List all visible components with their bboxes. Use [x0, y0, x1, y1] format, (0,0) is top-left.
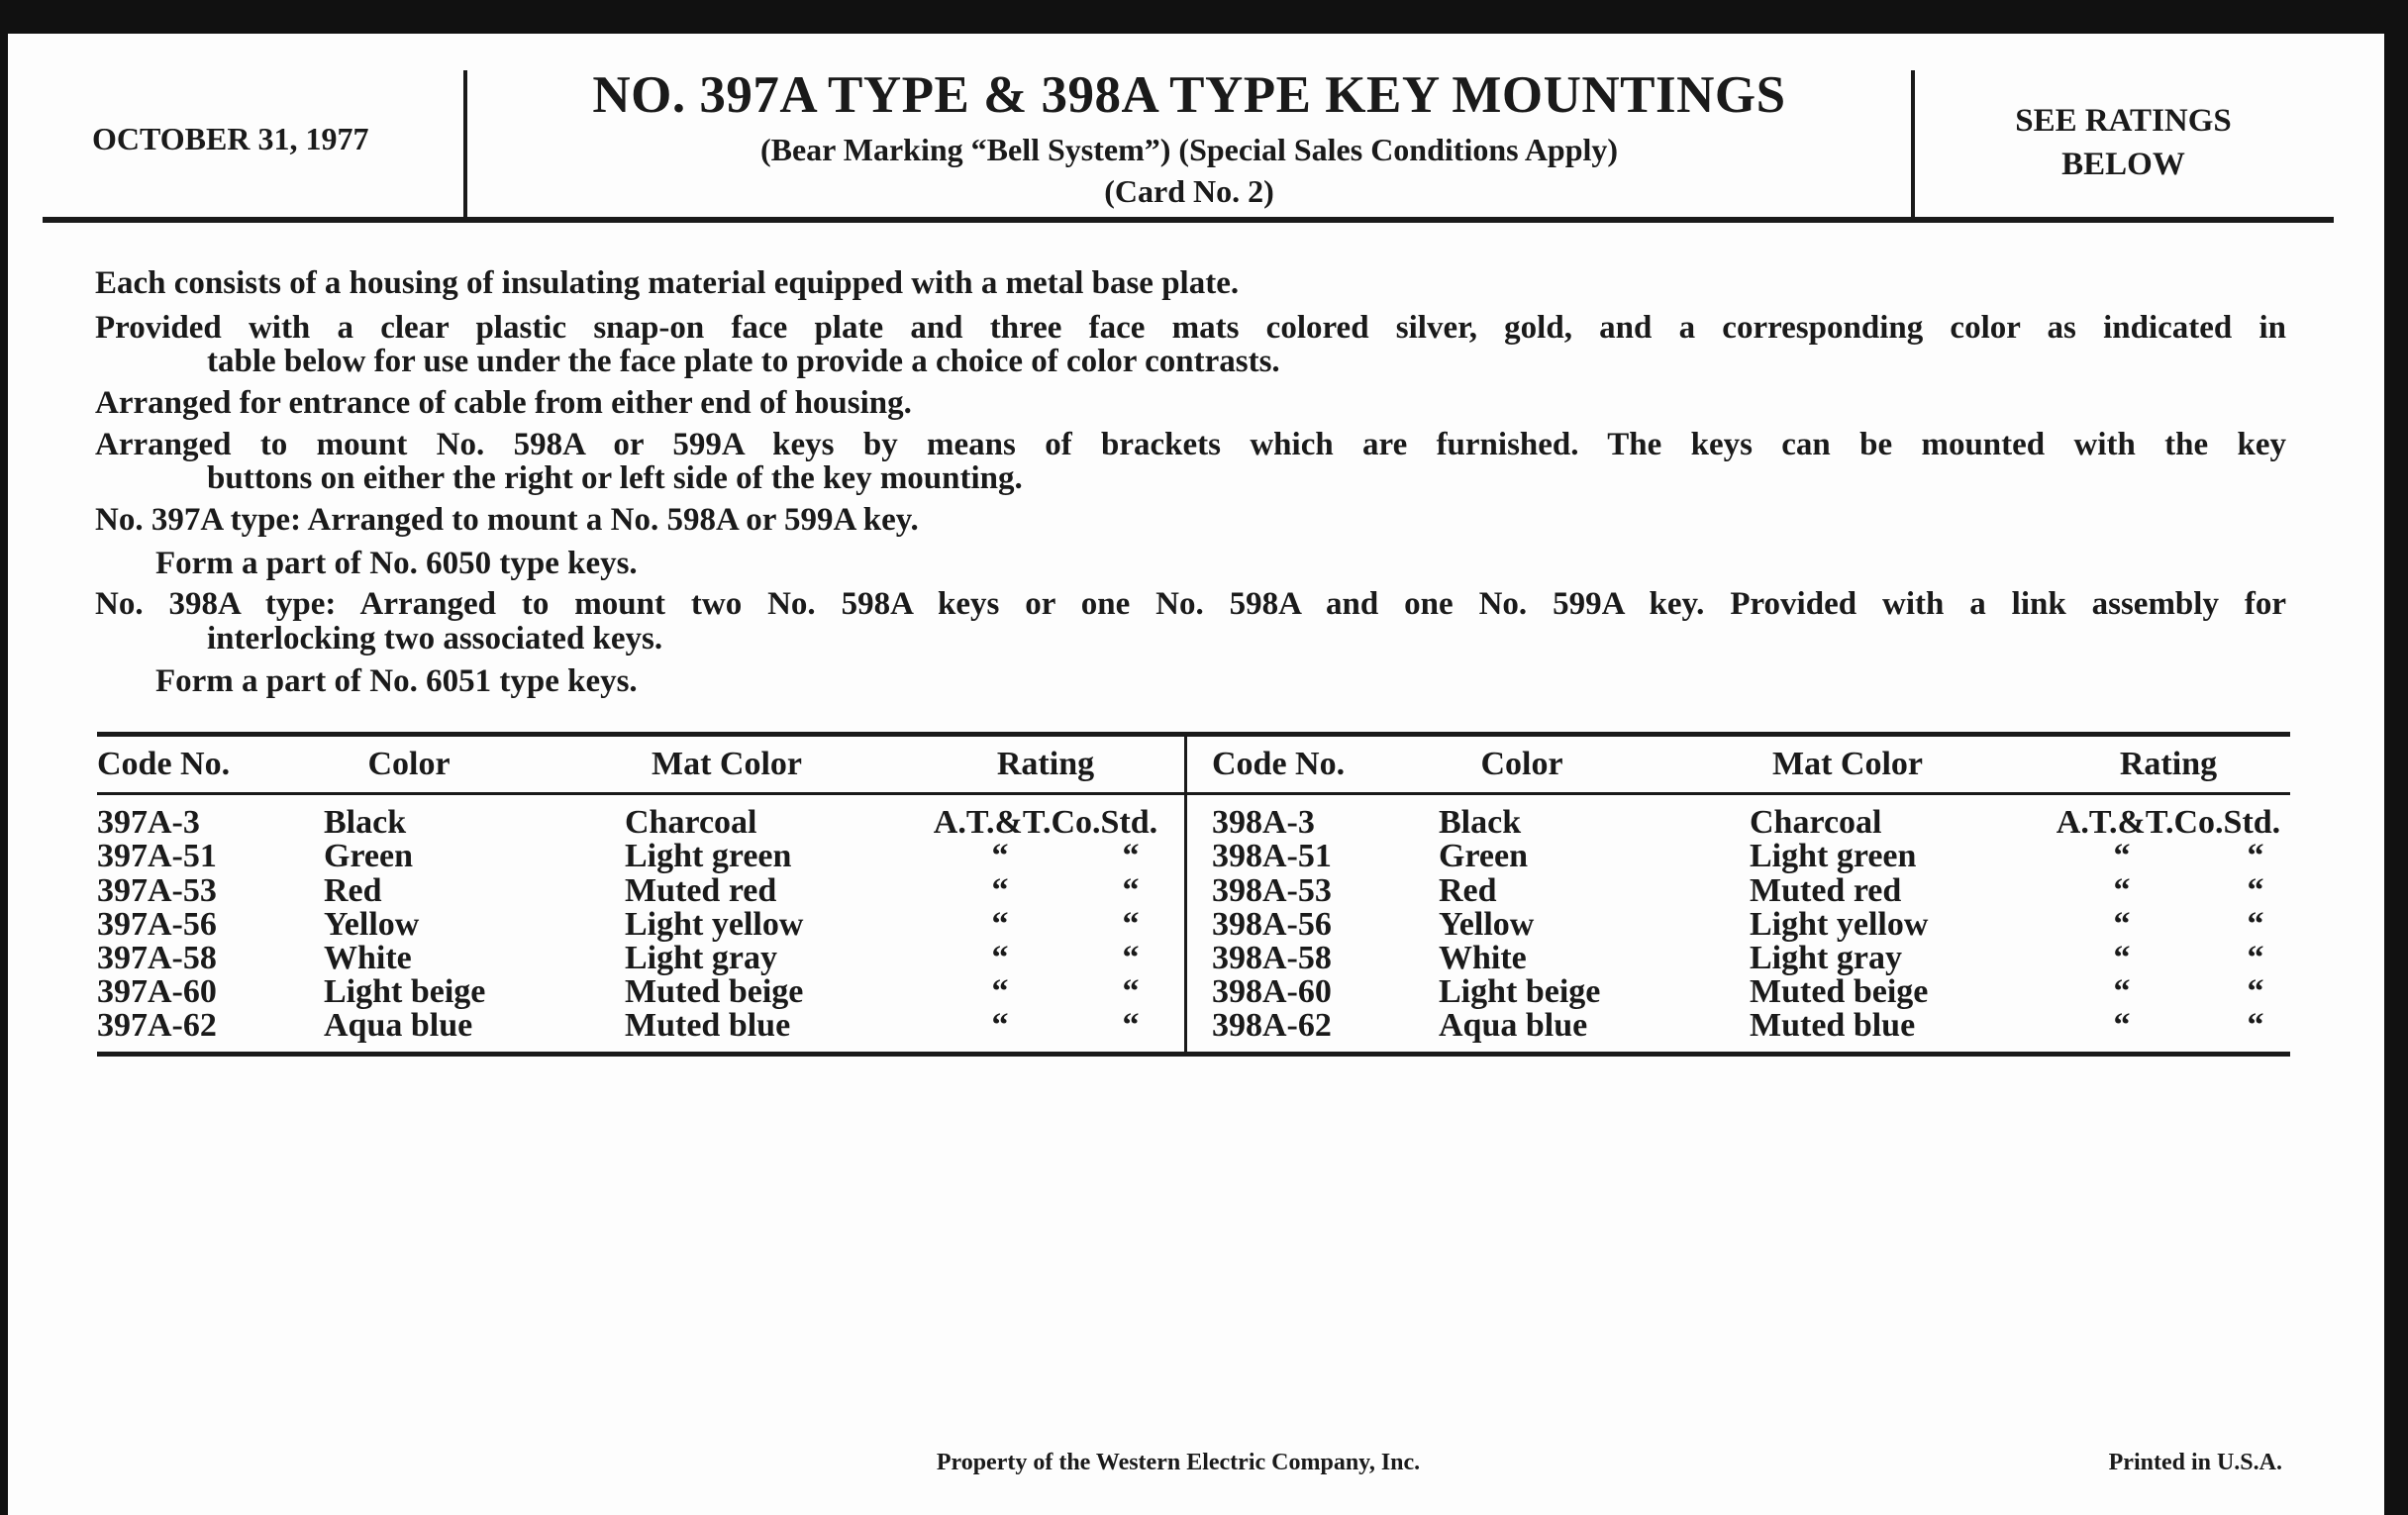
code-cell: 397A-53	[97, 872, 217, 909]
column-header-mat-color: Mat Color	[1771, 746, 1924, 782]
header-rule	[43, 217, 2334, 223]
mat-color-cell: Muted beige	[625, 973, 804, 1010]
page-title: NO. 397A TYPE & 398A TYPE KEY MOUNTINGS	[592, 66, 1786, 124]
color-cell: White	[324, 940, 412, 976]
scan-border-left	[0, 0, 8, 1515]
rating-ditto-mark: “	[991, 940, 1009, 976]
code-cell: 398A-3	[1212, 804, 1315, 841]
color-cell: Aqua blue	[1439, 1007, 1588, 1044]
mat-color-cell: Light green	[625, 838, 792, 874]
code-cell: 397A-58	[97, 940, 217, 976]
rating-ditto-mark: “	[991, 1007, 1009, 1044]
code-cell: 398A-53	[1212, 872, 1332, 909]
rating-ditto-mark: “	[1122, 973, 1140, 1010]
color-cell: White	[1439, 940, 1527, 976]
rating-cell: A.T.&T.Co.Std.	[933, 804, 1158, 841]
description-line: Form a part of No. 6051 type keys.	[155, 663, 638, 699]
scan-border-top	[0, 0, 2408, 34]
code-cell: 398A-56	[1212, 906, 1332, 943]
rating-ditto-mark: “	[2247, 940, 2264, 976]
mat-color-cell: Muted red	[1750, 872, 1902, 909]
rating-ditto-mark: “	[991, 838, 1009, 874]
column-header-mat-color: Mat Color	[651, 746, 803, 782]
table-bottom-rule	[97, 1052, 2290, 1057]
rating-ditto-mark: “	[2113, 838, 2131, 874]
mat-color-cell: Light yellow	[625, 906, 804, 943]
column-header-rating: Rating	[2119, 746, 2218, 782]
rating-ditto-mark: “	[1122, 1007, 1140, 1044]
rating-ditto-mark: “	[991, 906, 1009, 943]
column-header-code: Code No.	[97, 746, 231, 782]
color-cell: Yellow	[324, 906, 420, 943]
color-cell: Red	[1439, 872, 1497, 909]
rating-ditto-mark: “	[2113, 872, 2131, 909]
mat-color-cell: Muted blue	[1750, 1007, 1916, 1044]
rating-ditto-mark: “	[991, 872, 1009, 909]
mat-color-cell: Light green	[1750, 838, 1917, 874]
description-line: Arranged to mount No. 598A or 599A keys by means of brackets which are furnished. The keys can be mounted with the key	[95, 427, 2286, 462]
color-cell: Aqua blue	[324, 1007, 473, 1044]
table-header-rule	[97, 792, 2290, 795]
rating-ditto-mark: “	[991, 973, 1009, 1010]
color-cell: Green	[324, 838, 414, 874]
mat-color-cell: Charcoal	[1750, 804, 1882, 841]
mat-color-cell: Muted beige	[1750, 973, 1929, 1010]
column-header-color: Color	[367, 746, 451, 782]
ratings-note-line1: SEE RATINGS	[2015, 103, 2232, 139]
rating-ditto-mark: “	[2247, 906, 2264, 943]
table-top-rule	[97, 732, 2290, 737]
footer-printed: Printed in U.S.A.	[2108, 1450, 2282, 1475]
rating-ditto-mark: “	[1122, 940, 1140, 976]
column-header-rating: Rating	[996, 746, 1095, 782]
code-cell: 398A-58	[1212, 940, 1332, 976]
card-number: (Card No. 2)	[1104, 173, 1274, 209]
code-cell: 397A-62	[97, 1007, 217, 1044]
footer-property: Property of the Western Electric Company, Inc.	[936, 1450, 1421, 1475]
color-cell: Light beige	[1439, 973, 1601, 1010]
description-line: Form a part of No. 6050 type keys.	[155, 546, 638, 581]
rating-cell: A.T.&T.Co.Std.	[2056, 804, 2281, 841]
rating-ditto-mark: “	[1122, 838, 1140, 874]
mat-color-cell: Light gray	[1750, 940, 1902, 976]
rating-ditto-mark: “	[2247, 872, 2264, 909]
table-center-divider	[1184, 732, 1187, 1057]
rating-ditto-mark: “	[2113, 973, 2131, 1010]
ratings-note-line2: BELOW	[2061, 147, 2185, 182]
mat-color-cell: Light gray	[625, 940, 777, 976]
mat-color-cell: Muted red	[625, 872, 777, 909]
code-cell: 397A-3	[97, 804, 200, 841]
mat-color-cell: Muted blue	[625, 1007, 791, 1044]
description-line: No. 397A type: Arranged to mount a No. 598A or 599A key.	[95, 502, 919, 538]
description-line: Provided with a clear plastic snap-on face plate and three face mats colored silver, gold, and a corresponding color as indicated in	[95, 310, 2286, 346]
mat-color-cell: Charcoal	[625, 804, 757, 841]
column-header-color: Color	[1480, 746, 1563, 782]
description-line: interlocking two associated keys.	[207, 621, 663, 656]
mat-color-cell: Light yellow	[1750, 906, 1929, 943]
code-cell: 398A-51	[1212, 838, 1332, 874]
rating-ditto-mark: “	[2247, 973, 2264, 1010]
description-line: Each consists of a housing of insulating material equipped with a metal base plate.	[95, 265, 1240, 301]
color-cell: Yellow	[1439, 906, 1535, 943]
description-line: No. 398A type: Arranged to mount two No. 598A keys or one No. 598A and one No. 599A key. Provided with a link assembly for	[95, 586, 2286, 622]
scan-border-right	[2384, 0, 2408, 1515]
code-cell: 398A-60	[1212, 973, 1332, 1010]
card-date: OCTOBER 31, 1977	[92, 121, 369, 156]
color-cell: Red	[324, 872, 382, 909]
column-header-code: Code No.	[1212, 746, 1346, 782]
ratings-note	[1913, 99, 2334, 186]
color-cell: Green	[1439, 838, 1529, 874]
rating-ditto-mark: “	[2247, 1007, 2264, 1044]
page-subtitle: (Bear Marking “Bell System”) (Special Sales Conditions Apply)	[759, 132, 1619, 167]
color-cell: Light beige	[324, 973, 486, 1010]
rating-ditto-mark: “	[2113, 1007, 2131, 1044]
rating-ditto-mark: “	[2113, 906, 2131, 943]
description-line: Arranged for entrance of cable from either end of housing.	[95, 385, 912, 421]
rating-ditto-mark: “	[2113, 940, 2131, 976]
description-line: buttons on either the right or left side of the key mounting.	[207, 460, 1023, 496]
code-cell: 397A-60	[97, 973, 217, 1010]
rating-ditto-mark: “	[1122, 872, 1140, 909]
color-cell: Black	[324, 804, 407, 841]
code-cell: 398A-62	[1212, 1007, 1332, 1044]
code-cell: 397A-51	[97, 838, 217, 874]
rating-ditto-mark: “	[1122, 906, 1140, 943]
color-cell: Black	[1439, 804, 1522, 841]
rating-ditto-mark: “	[2247, 838, 2264, 874]
code-cell: 397A-56	[97, 906, 217, 943]
description-line: table below for use under the face plate to provide a choice of color contrasts.	[207, 344, 1280, 379]
